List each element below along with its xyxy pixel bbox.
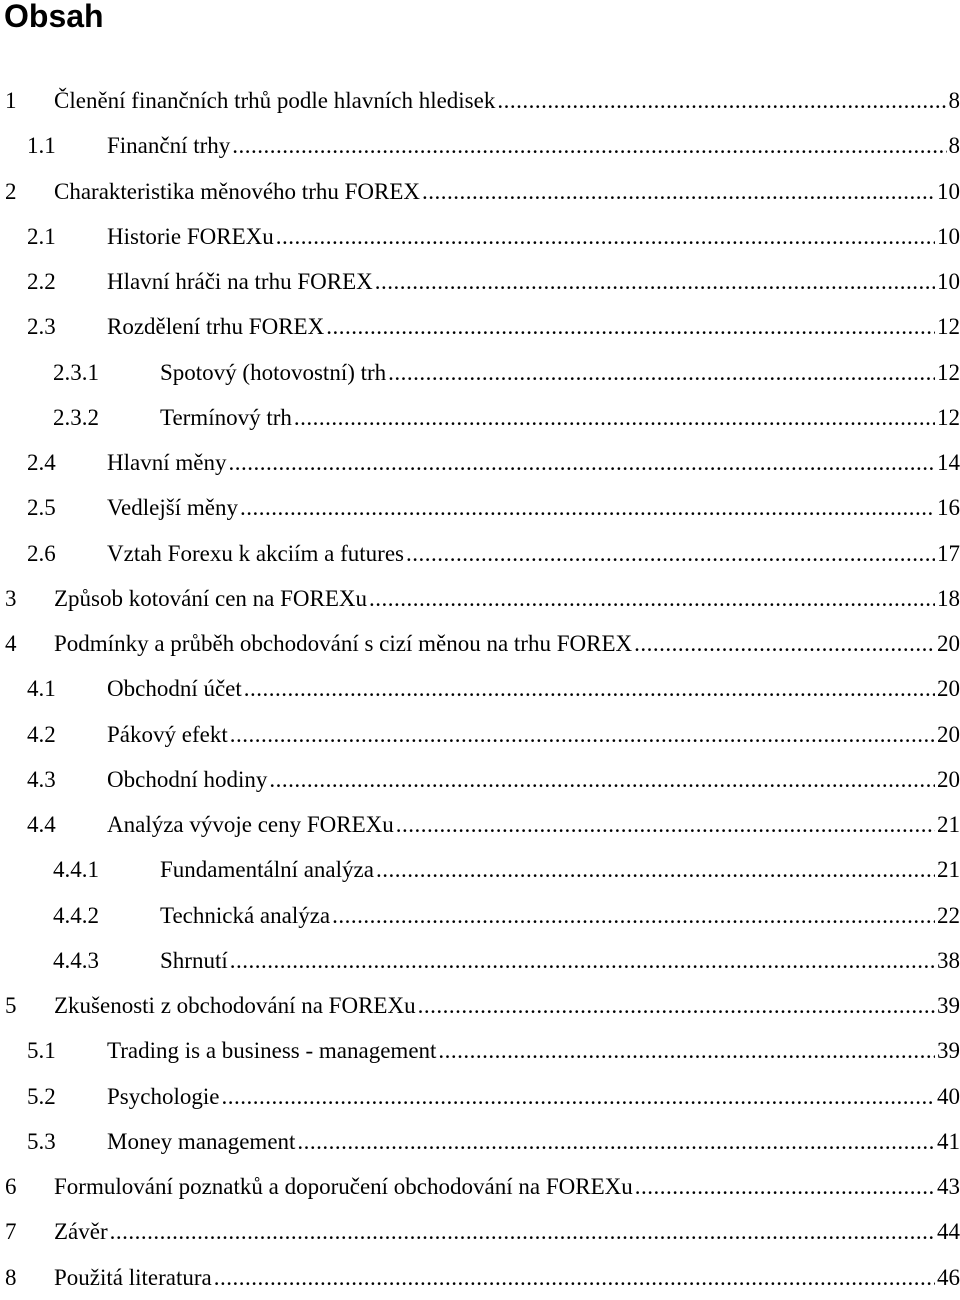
toc-leader-dots: [221, 1074, 935, 1119]
toc-entry-label: Trading is a business - management: [107, 1028, 436, 1073]
toc-entry-number: 4: [5, 621, 17, 666]
toc-entry-number: 4.4.2: [53, 893, 99, 938]
toc-entry-page: 12: [937, 350, 960, 395]
toc-entry-number: 3: [5, 576, 17, 621]
toc-entry-label: Vztah Forexu k akciím a futures: [107, 531, 404, 576]
toc-entry[interactable]: [0, 395, 960, 440]
toc-entry-number: 2.5: [27, 485, 56, 530]
toc-entry[interactable]: [0, 983, 960, 1028]
toc-entry-number: 4.4.3: [53, 938, 99, 983]
toc-entry-label: Členění finančních trhů podle hlavních hledisek: [54, 78, 495, 123]
toc-entry-text: [107, 802, 960, 847]
toc-leader-dots: [240, 485, 935, 530]
toc-entry-label: Shrnutí: [160, 938, 228, 983]
toc-entry-number: 6: [5, 1164, 17, 1209]
toc-leader-dots: [497, 78, 946, 123]
toc-entry[interactable]: [0, 621, 960, 666]
toc-entry[interactable]: [0, 123, 960, 168]
toc-entry[interactable]: [0, 169, 960, 214]
toc-entry-text: [107, 531, 960, 576]
toc-leader-dots: [388, 350, 935, 395]
toc-entry[interactable]: [0, 1209, 960, 1254]
toc-entry-page: 38: [937, 938, 960, 983]
toc-entry-text: [107, 214, 960, 259]
toc-leader-dots: [438, 1028, 935, 1073]
toc-entry[interactable]: [0, 78, 960, 123]
toc-entry-page: 16: [937, 485, 960, 530]
toc-entry[interactable]: [0, 440, 960, 485]
toc-entry-number: 4.3: [27, 757, 56, 802]
toc-leader-dots: [635, 1164, 935, 1209]
toc-entry-number: 7: [5, 1209, 17, 1254]
toc-entry-number: 2.3.2: [53, 395, 99, 440]
toc-entry-number: 4.1: [27, 666, 56, 711]
toc-leader-dots: [294, 395, 935, 440]
toc-entry-number: 4.2: [27, 712, 56, 757]
toc-entry-text: [107, 1028, 960, 1073]
toc-entry[interactable]: [0, 214, 960, 259]
toc-entry[interactable]: [0, 847, 960, 892]
toc-entry-page: 41: [937, 1119, 960, 1164]
toc-entry-text: [160, 350, 960, 395]
toc-entry[interactable]: [0, 1028, 960, 1073]
toc-entry-text: [107, 1074, 960, 1119]
toc-entry-text: [54, 1164, 960, 1209]
toc-entry-number: 5.2: [27, 1074, 56, 1119]
toc-entry-text: [54, 621, 960, 666]
toc-leader-dots: [228, 440, 935, 485]
toc-entry[interactable]: [0, 757, 960, 802]
toc-entry-number: 5: [5, 983, 17, 1028]
toc-entry-number: 2.6: [27, 531, 56, 576]
toc-entry-number: 2: [5, 169, 17, 214]
toc-entry-page: 46: [937, 1255, 960, 1300]
toc-entry-number: 8: [5, 1255, 17, 1300]
toc-leader-dots: [375, 259, 935, 304]
toc-entry-label: Historie FOREXu: [107, 214, 274, 259]
toc-entry-page: 39: [937, 983, 960, 1028]
toc-entry-text: [54, 576, 960, 621]
toc-leader-dots: [297, 1119, 935, 1164]
toc-entry[interactable]: [0, 259, 960, 304]
toc-entry-label: Obchodní účet: [107, 666, 242, 711]
toc-entry-label: Fundamentální analýza: [160, 847, 374, 892]
toc-entry-text: [107, 123, 960, 168]
toc-entry-number: 2.2: [27, 259, 56, 304]
toc-entry[interactable]: [0, 666, 960, 711]
toc-entry-text: [160, 938, 960, 983]
toc-leader-dots: [326, 304, 935, 349]
toc-entry-label: Zkušenosti z obchodování na FOREXu: [54, 983, 416, 1028]
toc-entry-page: 20: [937, 666, 960, 711]
toc-entry-label: Hlavní hráči na trhu FOREX: [107, 259, 373, 304]
toc-leader-dots: [269, 757, 935, 802]
toc-entry-page: 14: [937, 440, 960, 485]
toc-entry-page: 10: [937, 169, 960, 214]
toc-entry-page: 40: [937, 1074, 960, 1119]
toc-entry-number: 2.3.1: [53, 350, 99, 395]
toc-entry-number: 1: [5, 78, 17, 123]
toc-entry-number: 2.3: [27, 304, 56, 349]
toc-entry[interactable]: [0, 304, 960, 349]
toc-entry-page: 22: [937, 893, 960, 938]
toc-entry[interactable]: [0, 893, 960, 938]
toc-entry[interactable]: [0, 531, 960, 576]
toc-entry-number: 4.4: [27, 802, 56, 847]
toc-entry-page: 44: [937, 1209, 960, 1254]
toc-entry-page: 39: [937, 1028, 960, 1073]
toc-leader-dots: [230, 712, 935, 757]
toc-leader-dots: [406, 531, 935, 576]
toc-entry-number: 4.4.1: [53, 847, 99, 892]
toc-entry-page: 12: [937, 395, 960, 440]
toc-entry-label: Money management: [107, 1119, 295, 1164]
toc-entry-page: 18: [937, 576, 960, 621]
toc-entry-text: [107, 757, 960, 802]
toc-entry-label: Pákový efekt: [107, 712, 228, 757]
toc-entry-label: Hlavní měny: [107, 440, 226, 485]
toc-leader-dots: [396, 802, 935, 847]
toc-entry-page: 10: [937, 214, 960, 259]
toc-entry-number: 1.1: [27, 123, 56, 168]
toc-entry-text: [160, 847, 960, 892]
toc-entry-label: Charakteristika měnového trhu FOREX: [54, 169, 420, 214]
toc-entry-text: [54, 169, 960, 214]
toc-entry-text: [54, 1209, 960, 1254]
toc-entry[interactable]: [0, 1164, 960, 1209]
toc-entry-page: 21: [937, 847, 960, 892]
toc-leader-dots: [369, 576, 935, 621]
toc-entry-label: Obchodní hodiny: [107, 757, 267, 802]
toc-entry-number: 5.3: [27, 1119, 56, 1164]
toc-entry-label: Způsob kotování cen na FOREXu: [54, 576, 367, 621]
toc-entry-label: Technická analýza: [160, 893, 330, 938]
toc-entry-label: Analýza vývoje ceny FOREXu: [107, 802, 394, 847]
toc-entry[interactable]: [0, 576, 960, 621]
toc-entry-text: [107, 666, 960, 711]
toc-entry-page: 20: [937, 712, 960, 757]
toc-entry-label: Vedlejší měny: [107, 485, 238, 530]
toc-entry-label: Spotový (hotovostní) trh: [160, 350, 386, 395]
toc-leader-dots: [214, 1255, 935, 1300]
toc-entry-text: [107, 440, 960, 485]
toc-leader-dots: [110, 1209, 935, 1254]
toc-entry-label: Formulování poznatků a doporučení obchodování na FOREXu: [54, 1164, 633, 1209]
toc-entry-page: 12: [937, 304, 960, 349]
toc-entry[interactable]: [0, 485, 960, 530]
toc-entry[interactable]: [0, 350, 960, 395]
toc-entry-text: [107, 485, 960, 530]
toc-entry-page: 8: [949, 78, 960, 123]
toc-entry-text: [54, 78, 960, 123]
toc-leader-dots: [244, 666, 935, 711]
toc-entry-number: 5.1: [27, 1028, 56, 1073]
toc-entry-text: [160, 893, 960, 938]
toc-entry-text: [160, 395, 960, 440]
toc-leader-dots: [230, 938, 935, 983]
toc-entry-label: Finanční trhy: [107, 123, 230, 168]
toc-entry-number: 2.1: [27, 214, 56, 259]
toc-entry-page: 43: [937, 1164, 960, 1209]
toc-entry[interactable]: [0, 1255, 960, 1300]
toc-entry-text: [107, 712, 960, 757]
toc-entry-label: Podmínky a průběh obchodování s cizí měnou na trhu FOREX: [54, 621, 632, 666]
toc-entry-text: [107, 304, 960, 349]
toc-entry-page: 10: [937, 259, 960, 304]
toc-entry-number: 2.4: [27, 440, 56, 485]
toc-entry-label: Použitá literatura: [54, 1255, 212, 1300]
toc-entry-label: Závěr: [54, 1209, 108, 1254]
toc-entry[interactable]: [0, 712, 960, 757]
toc-entry-text: [107, 259, 960, 304]
toc-leader-dots: [332, 893, 935, 938]
toc-entry-page: 20: [937, 757, 960, 802]
toc-leader-dots: [232, 123, 946, 168]
toc-entry-page: 21: [937, 802, 960, 847]
toc-entry[interactable]: [0, 1074, 960, 1119]
toc-leader-dots: [634, 621, 935, 666]
toc-entry-page: 8: [949, 123, 960, 168]
toc-entry-page: 20: [937, 621, 960, 666]
toc-entry[interactable]: [0, 938, 960, 983]
toc-leader-dots: [376, 847, 935, 892]
toc-entry[interactable]: [0, 1119, 960, 1164]
toc-leader-dots: [276, 214, 935, 259]
page-title: Obsah: [4, 0, 104, 36]
toc-entry-label: Psychologie: [107, 1074, 219, 1119]
toc-entry-text: [54, 983, 960, 1028]
toc-entry-text: [54, 1255, 960, 1300]
toc-entry-label: Rozdělení trhu FOREX: [107, 304, 324, 349]
toc-entry-label: Termínový trh: [160, 395, 292, 440]
table-of-contents: [0, 78, 960, 1300]
toc-leader-dots: [418, 983, 935, 1028]
toc-entry-text: [107, 1119, 960, 1164]
toc-entry-page: 17: [937, 531, 960, 576]
toc-entry[interactable]: [0, 802, 960, 847]
toc-leader-dots: [422, 169, 935, 214]
